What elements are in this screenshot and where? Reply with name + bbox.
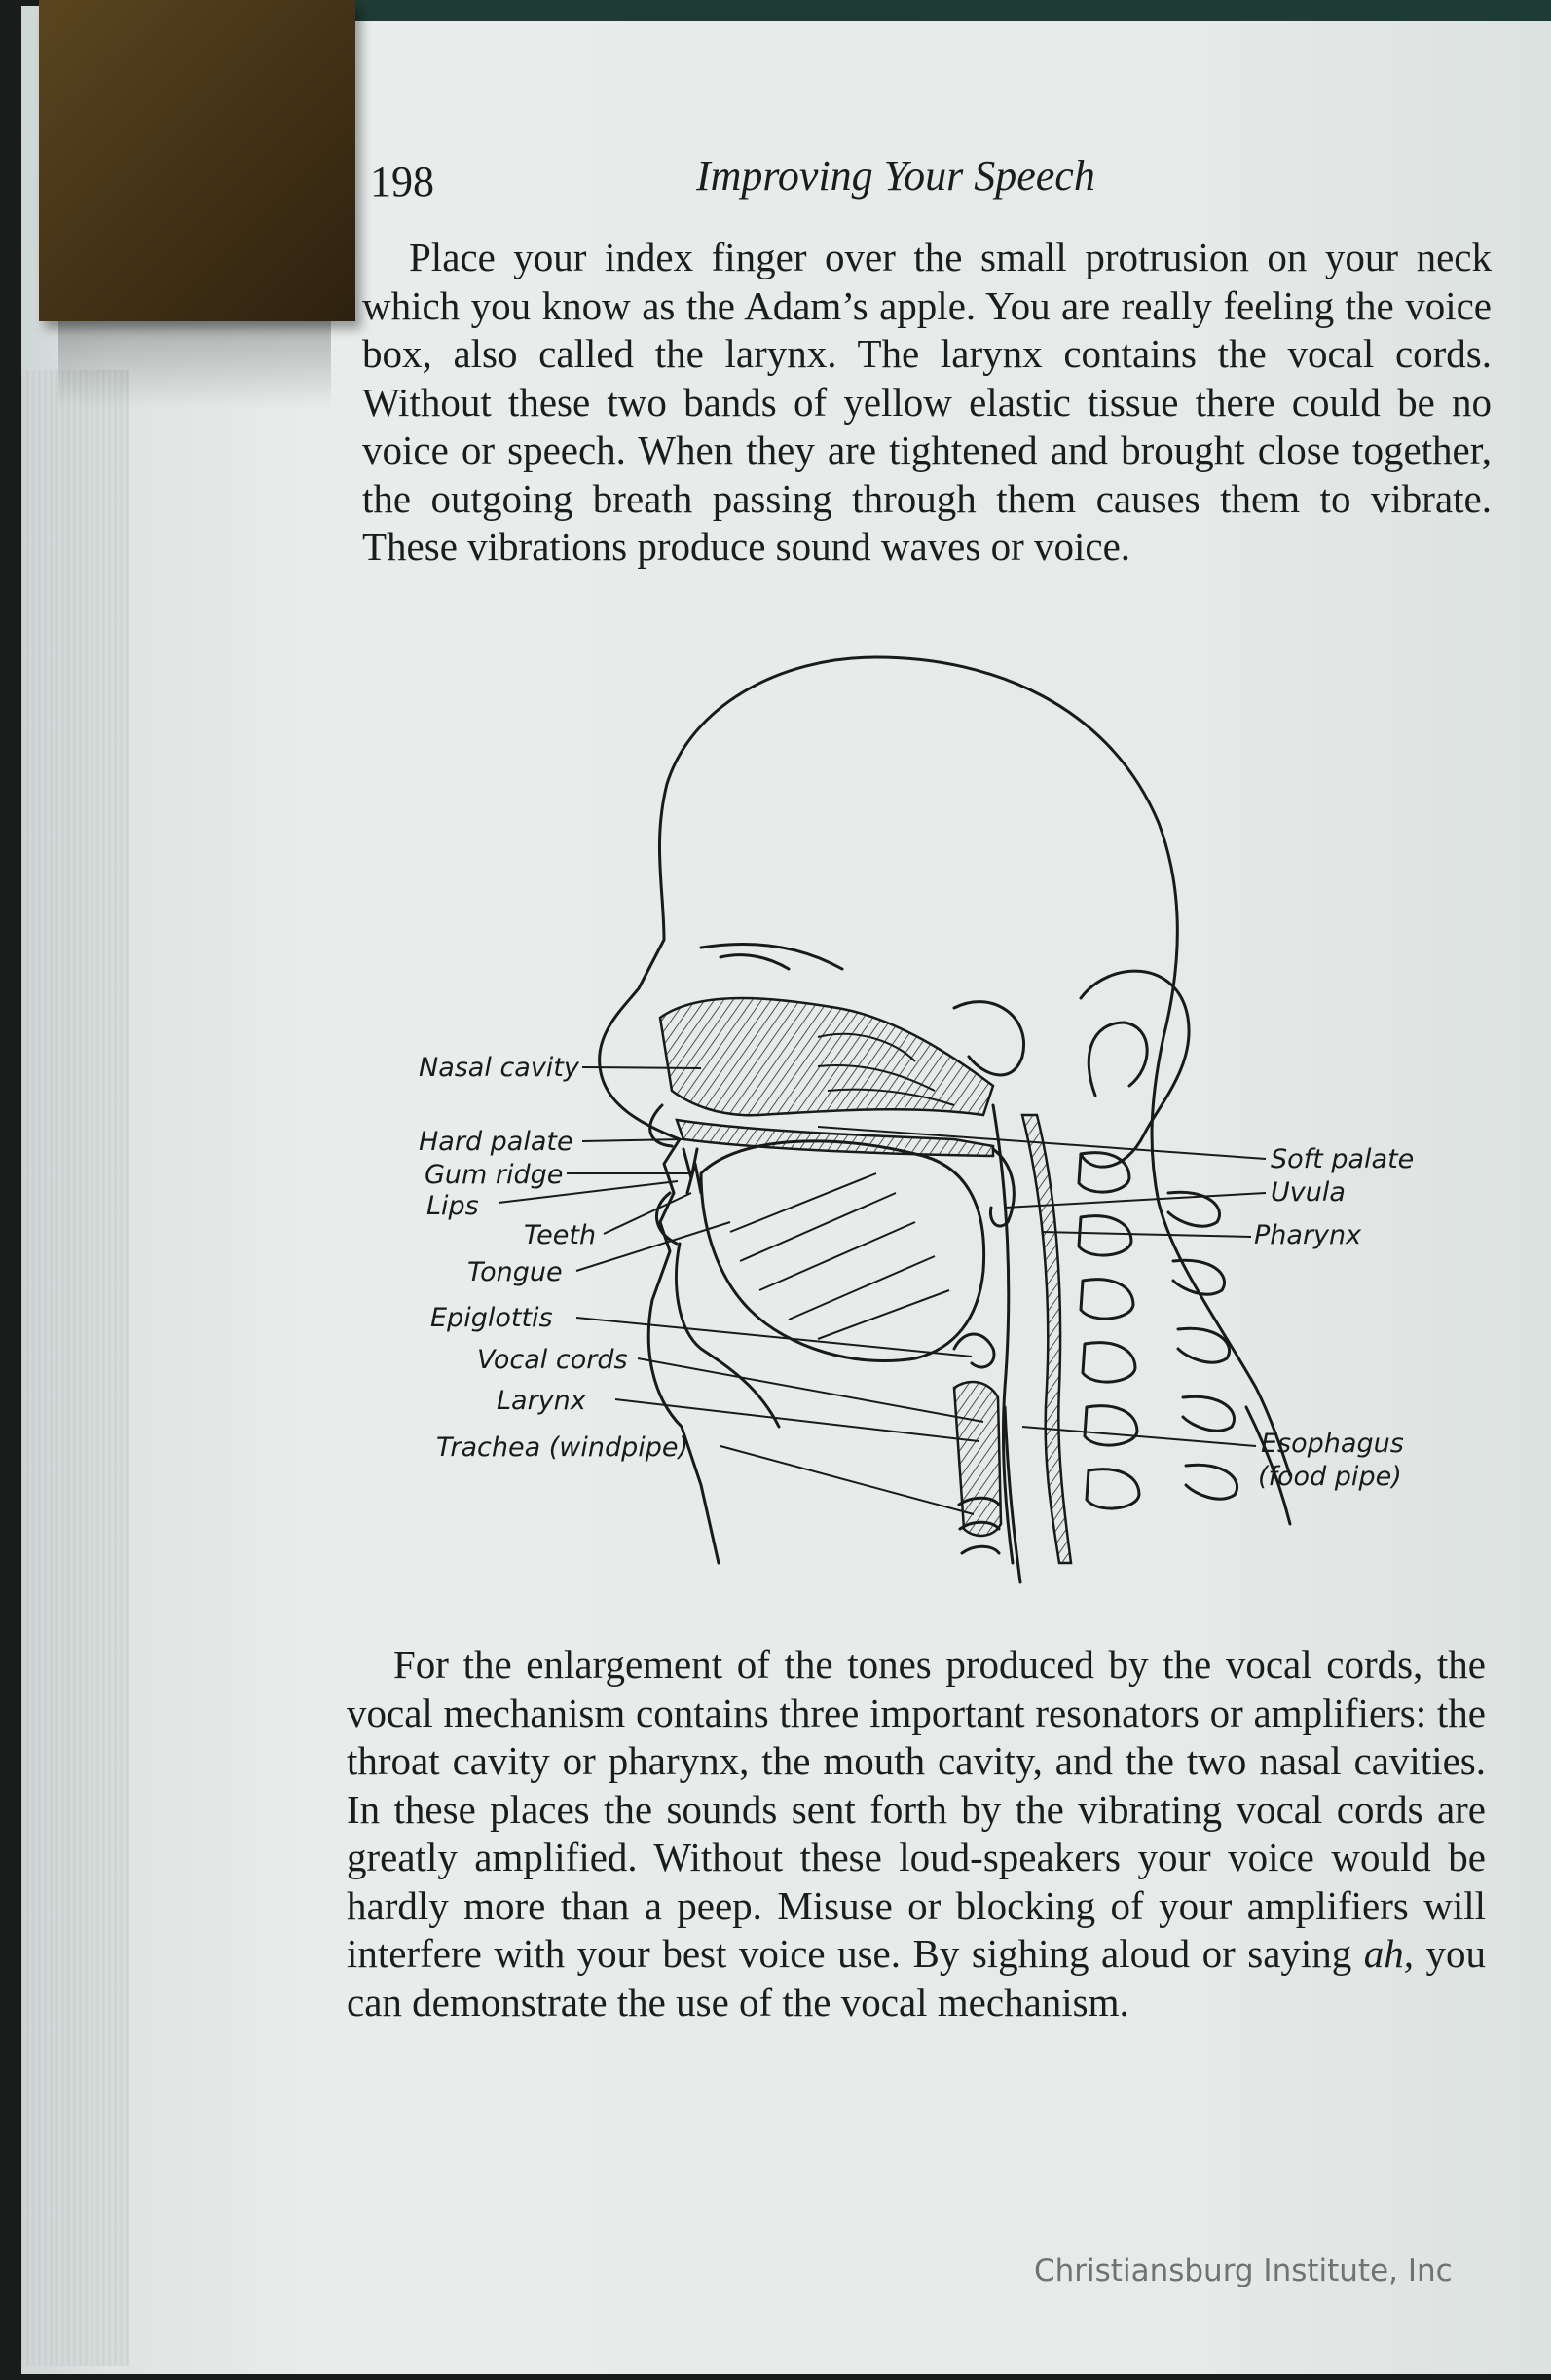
nasal-cavity-shape: [660, 998, 993, 1115]
head-cross-section-drawing: [409, 648, 1460, 1612]
cervical-vertebrae: [1079, 1153, 1139, 1508]
book-title: Improving Your Speech: [696, 152, 1095, 200]
epiglottis-shape: [954, 1334, 994, 1367]
label-larynx: Larynx: [497, 1386, 586, 1416]
tongue-muscle-lines: [730, 1173, 949, 1339]
eyelid: [720, 955, 789, 969]
paragraph-resonators-emphasis: ah,: [1363, 1931, 1415, 1976]
label-soft-palate: Soft palate: [1271, 1144, 1415, 1174]
label-gum-ridge: Gum ridge: [425, 1160, 564, 1190]
paragraph-resonators-text-2: you can demonstrate the use of the vocal mechanism.: [347, 1931, 1486, 2025]
label-nasal-cavity: Nasal cavity: [419, 1053, 579, 1083]
label-tongue: Tongue: [467, 1257, 563, 1287]
label-pharynx: Pharynx: [1254, 1220, 1362, 1250]
label-epiglottis: Epiglottis: [430, 1303, 553, 1333]
label-lips: Lips: [426, 1191, 479, 1221]
hard-palate-shape: [677, 1120, 993, 1156]
spinous-processes: [1168, 1192, 1237, 1499]
bookmark-shadow: [58, 321, 331, 409]
label-esophagus: Esophagus: [1261, 1429, 1404, 1459]
watermark: Christiansburg Institute, Inc: [1034, 2253, 1453, 2288]
paragraph-resonators: [347, 1641, 1486, 2027]
pharynx-back-wall: [1022, 1115, 1071, 1563]
paragraph-resonators-text-1: For the enlargement of the tones produced by the vocal cords, the vocal mechanism contains three important resonators or amplifiers: the throat cavity or pharynx, the mouth cavity, and the two nasal cavities. In these places the sounds sent forth by the vibrating vocal cords are greatly amplified. Without these loud-speakers your voice would be hardly more than a peep. Misuse or blocking of your amplifiers will interfere with your best voice use. By sighing aloud or saying: [347, 1642, 1486, 1976]
paragraph-vocal-cords: Place your index finger over the small protrusion on your neck which you know as the Adam’s apple. You are really feeling the voice box, also called the larynx. The larynx contains the vocal cords. Without these two bands of yellow elastic tissue there could be no voice or speech. When they are tightened and brought close together, the outgoing breath passing through them causes them to vibrate. These vibrations produce sound waves or voice.: [362, 235, 1492, 569]
label-hard-palate: Hard palate: [419, 1127, 573, 1157]
larynx-shape: [954, 1382, 1001, 1536]
vocal-mechanism-diagram: [409, 648, 1460, 1612]
page-number: 198: [370, 158, 434, 205]
page-edges: [21, 370, 129, 2366]
label-trachea: Trachea (windpipe): [436, 1432, 689, 1463]
book-cover-edge: [321, 0, 1551, 21]
running-head: [370, 151, 1499, 205]
paper-bookmark: [39, 0, 355, 321]
tongue-shape: [701, 1141, 984, 1361]
teeth-shape: [683, 1149, 701, 1193]
label-vocal-cords: Vocal cords: [477, 1345, 628, 1375]
label-esophagus-note: (food pipe): [1258, 1462, 1402, 1492]
label-teeth: Teeth: [524, 1220, 597, 1250]
label-uvula: Uvula: [1271, 1177, 1346, 1208]
